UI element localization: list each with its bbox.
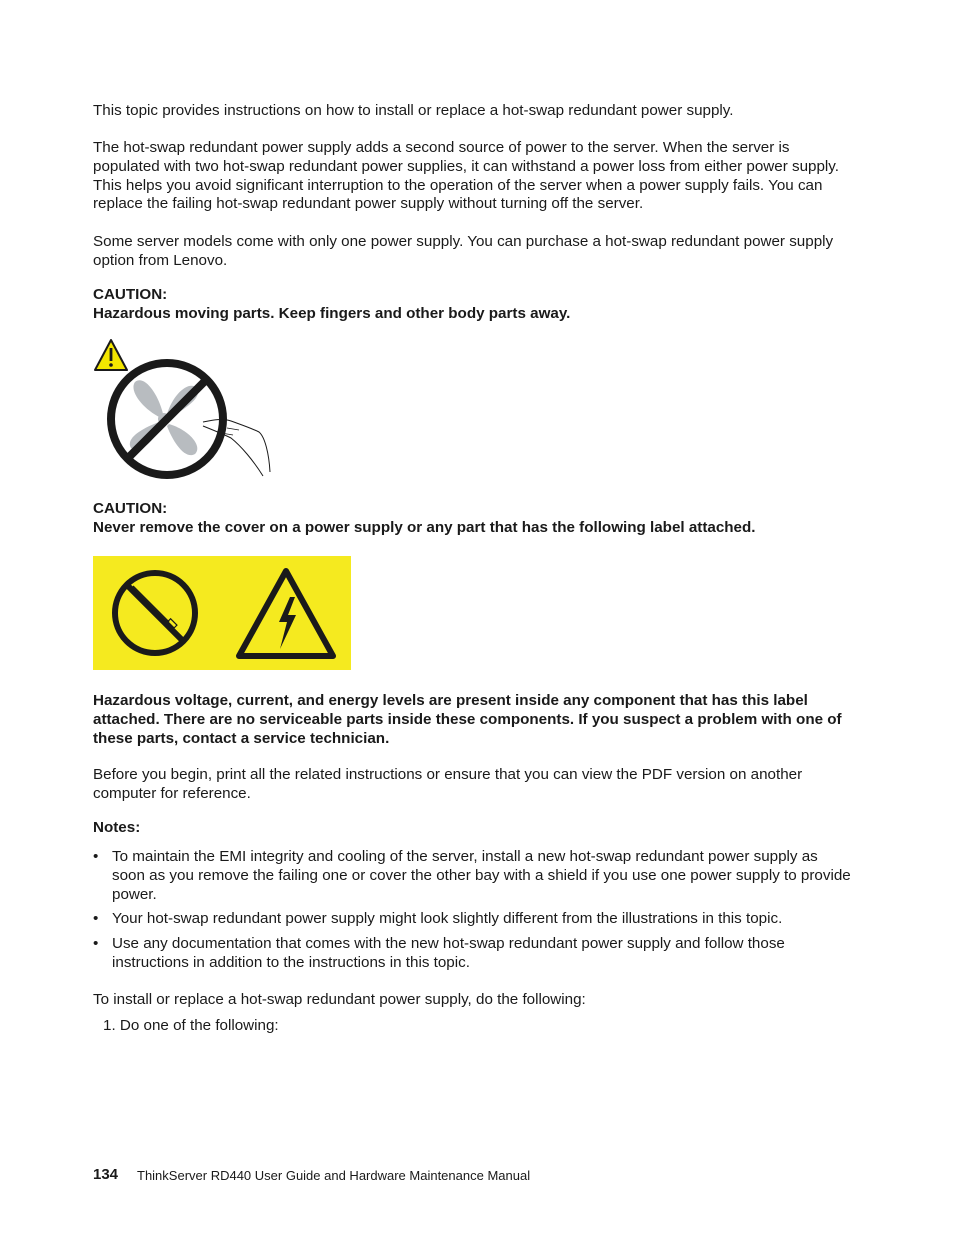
caution-text-1: Hazardous moving parts. Keep fingers and other body parts away.	[93, 305, 571, 322]
hazard-paragraph: Hazardous voltage, current, and energy levels are present inside any component that has this label attached. There are no serviceable parts inside these components. If you suspect a problem with one of these parts, contact a service technician.	[93, 692, 842, 747]
page-number: 134	[93, 1166, 119, 1183]
bullet: •	[93, 935, 99, 953]
moving-parts-hazard-icon	[93, 338, 278, 486]
note-text: To maintain the EMI integrity and cooling of the server, install a new hot-swap redundant power supply as soon as you remove the failing one or cover the other bay with a shield if you use one power supply to provide power.	[112, 848, 851, 903]
note-text: Your hot-swap redundant power supply might look slightly different from the illustrations in this topic.	[112, 910, 783, 928]
bullet: •	[93, 848, 99, 865]
procedure-intro: To install or replace a hot-swap redundant power supply, do the following:	[93, 991, 586, 1008]
list-item	[93, 910, 853, 929]
footer-title: ThinkServer RD440 User Guide and Hardware Maintenance Manual	[137, 1168, 531, 1183]
list-item	[93, 935, 853, 973]
step-number: 1.	[103, 1017, 116, 1034]
note-text: Use any documentation that comes with the new hot-swap redundant power supply and follow those instructions in addition to the instructions in this topic.	[112, 935, 785, 971]
list-item	[93, 848, 853, 904]
list-item	[103, 1017, 279, 1036]
hazardous-voltage-label	[93, 556, 351, 670]
caution-text-2: Never remove the cover on a power supply or any part that has the following label attached.	[93, 519, 756, 536]
notes-list	[93, 848, 853, 979]
notes-heading: Notes:	[93, 819, 141, 836]
step-text: Do one of the following:	[119, 1017, 279, 1034]
steps-list	[103, 1017, 279, 1036]
bullet: •	[93, 910, 99, 928]
prohibition-circle-icon	[111, 363, 223, 475]
caution-label-1: CAUTION:	[93, 286, 168, 303]
models-paragraph: Some server models come with only one power supply. You can purchase a hot-swap redundant power supply option from Lenovo.	[93, 233, 834, 269]
warning-triangle-icon	[95, 340, 127, 370]
redundancy-paragraph: The hot-swap redundant power supply adds a second source of power to the server. When the server is populated with two hot-swap redundant power supplies, it can withstand a power loss from either power supply. This helps you avoid significant interruption to the operation of the server when a power supply fails. You can replace the failing hot-swap redundant power supply without turning off the server.	[93, 139, 839, 213]
before-you-begin-paragraph: Before you begin, print all the related instructions or ensure that you can view the PDF version on another computer for reference.	[93, 766, 803, 802]
intro-paragraph: This topic provides instructions on how to install or replace a hot-swap redundant power supply.	[93, 102, 734, 119]
caution-label-2: CAUTION:	[93, 500, 168, 517]
